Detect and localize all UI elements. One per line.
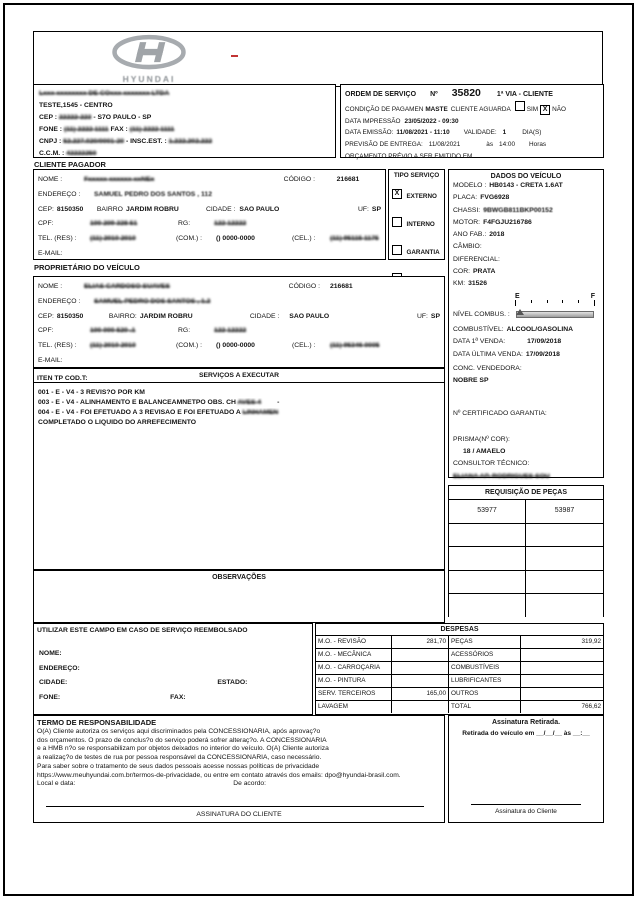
fuel-level-label: NÍVEL COMBUS. : — [453, 310, 510, 318]
year-value: 2018 — [489, 231, 505, 239]
order-title: ORDEM DE SERVIÇO — [345, 91, 417, 98]
externo-label: EXTERNO — [406, 193, 437, 200]
phone-com-label: (COM.) : — [176, 235, 203, 243]
hyundai-logo-mark — [110, 34, 188, 72]
hyundai-wordmark: HYUNDAI — [122, 74, 176, 84]
dealer-fax-label: FAX : — [110, 125, 128, 133]
service-line-4: COMPLETADO O LIQUIDO DO ARREFECIMENTO — [38, 419, 197, 426]
interno-label: INTERNO — [406, 221, 435, 228]
gauge-full-label: F — [590, 292, 595, 300]
cep-value: 8150350 — [56, 205, 84, 213]
dealer-fax-value: (11) 2222 1111 — [129, 125, 175, 133]
name-label: NOME : — [38, 176, 63, 183]
fuel-gauge-scale — [515, 293, 595, 306]
observations-box — [33, 570, 445, 623]
delivery-date: 11/08/2021 — [428, 141, 461, 149]
terms-line: e a HMB n?o se responsabilizam por objetos deixados no interior do veículo. O(A) Cliente autoriza — [37, 745, 329, 753]
phone-cel-label: (CEL.) : — [292, 235, 316, 243]
owner-name-label: NOME : — [38, 283, 63, 290]
district-label: BAIRRO — [96, 205, 123, 213]
gauge-empty-label: E — [515, 292, 520, 300]
interno-checkbox — [392, 217, 402, 227]
gearbox-label: CÂMBIO: — [453, 243, 482, 251]
requisition-cell — [526, 594, 603, 617]
logo-box — [33, 31, 603, 87]
selling-dealer-value: NOBRE SP — [453, 377, 489, 385]
owner-address-value: SAMUEL PEDRO DOS SANTOS , 1.2 — [94, 297, 211, 305]
expense-label: LUBRIFICANTES — [449, 675, 520, 687]
phone-cel-value: (11) 95115 1175 — [330, 235, 379, 243]
dealer-phone-line — [34, 124, 335, 136]
owner-city-value: SAO PAULO — [289, 312, 330, 320]
dealer-cep-value: 22222-223 — [58, 113, 92, 121]
expense-value — [392, 649, 448, 661]
color-value: PRATA — [473, 268, 496, 276]
responsibility-terms-title: TERMO DE RESPONSABILIDADE — [37, 718, 157, 727]
expense-label: COMBUSTÍVEIS — [449, 662, 520, 674]
rg-value: 122 12222 — [214, 220, 247, 228]
requisition-cell: 53977 — [449, 500, 525, 523]
terms-line: dos orçamentos. O prazo de conclus?o do serviço poderá sofrer alteraç?o. A CONCESSIONÁRIA — [37, 736, 327, 744]
expense-value: 766,62 — [521, 701, 603, 713]
expense-value: 319,92 — [521, 636, 603, 648]
expense-label: ACESSÓRIOS — [449, 649, 520, 661]
owner-district-label: BAIRRO: — [108, 312, 137, 320]
delivery-forecast-label: PREVISÃO DE ENTREGA: — [345, 141, 423, 149]
city-label: CIDADE : — [205, 205, 236, 213]
pickup-signature-line — [471, 804, 581, 805]
dealer-address: TESTE,1545 - CENTRO — [39, 101, 113, 109]
address-value: SAMUEL PEDRO DOS SANTOS , 112 — [94, 190, 212, 198]
km-value: 31526 — [468, 280, 487, 288]
last-sale-value: 17/09/2018 — [525, 350, 560, 358]
plate-label: PLACA: — [453, 194, 478, 202]
owner-city-label: CIDADE : — [249, 312, 280, 320]
dealer-ccm-line — [34, 148, 335, 160]
color-label: COR: — [453, 268, 470, 276]
expense-label: M.O. - CARROÇARIA — [316, 662, 391, 674]
requisition-cell — [449, 524, 525, 547]
previous-quote-line: ORÇAMENTO PRÉVIO A SER EMITIDO EM — [345, 152, 473, 160]
pickup-signature-label: Assinatura do Cliente — [495, 808, 557, 815]
tech-consultant-label: CONSULTOR TÉCNICO: — [453, 460, 530, 468]
print-date-value: 23/05/2022 - 09:30 — [404, 117, 459, 125]
expense-value — [392, 675, 448, 687]
hyundai-logo — [104, 34, 194, 84]
warranty-cert-label: Nº CERTIFICADO GARANTIA: — [453, 410, 547, 418]
owner-rg-label: RG: — [178, 327, 191, 335]
prisma-value: 18 / AMAELO — [463, 448, 506, 456]
expense-label: LAVAGEM — [316, 701, 391, 713]
service-type-title: TIPO SERVIÇO — [393, 172, 440, 179]
engine-label: MOTOR: — [453, 218, 481, 226]
dealer-cnpj-line — [34, 136, 335, 148]
requisition-cell — [449, 547, 525, 570]
expense-value: 281,70 — [392, 636, 448, 648]
service-line-2-redacted: AVES 4 — [237, 399, 262, 406]
requisition-cell — [526, 524, 603, 547]
requisition-cell — [449, 571, 525, 594]
model-value: HB0143 - CRETA 1.6AT — [489, 182, 563, 189]
code-label: CÓDIGO : — [283, 176, 315, 183]
owner-email-label: E-MAIL: — [38, 356, 63, 364]
service-line-2 — [34, 398, 444, 408]
km-label: KM: — [453, 280, 466, 288]
reimbursement-city-label: CIDADE: — [39, 679, 68, 686]
service-type-box — [388, 169, 445, 260]
service-line-2-text: 003 - E - V4 - ALINHAMENTO E BALANCEAMNETPO OBS. CH — [38, 399, 236, 406]
reimbursement-box — [33, 623, 313, 715]
waiting-yes-label: SIM — [526, 106, 539, 113]
owner-phone-com-value: () 0000-0000 — [216, 342, 255, 350]
agreement-label: De acordo: — [233, 780, 267, 788]
requisition-cell — [526, 571, 603, 594]
garantia-checkbox — [392, 245, 402, 255]
payer-client-box — [33, 169, 386, 260]
dealer-info-box — [33, 84, 336, 158]
city-value: SAO PAULO — [239, 205, 280, 213]
owner-phone-res-value: (11) 2010 2010 — [90, 342, 136, 350]
chassis-label: CHASSI: — [453, 206, 481, 214]
name-value: Fxxxxx xxxxxx xxNEx — [84, 176, 155, 183]
parts-requisition-grid — [449, 499, 603, 617]
reimbursement-phone-label: FONE: — [39, 694, 61, 701]
owner-cpf-label: CPF: — [38, 327, 54, 335]
requisition-cell — [449, 594, 525, 617]
reimbursement-phone-line — [39, 694, 312, 701]
reimbursement-state-label: ESTADO: — [217, 679, 248, 686]
dealer-fone-label: FONE : — [39, 125, 63, 133]
owner-uf-label: UF: — [416, 312, 428, 320]
uf-value: SP — [371, 205, 381, 213]
payment-condition-label: CONDIÇÃO DE PAGAMEN — [345, 106, 424, 113]
plate-value: FVG6928 — [480, 194, 510, 202]
expense-value — [521, 662, 603, 674]
expense-value: 165,00 — [392, 688, 448, 700]
print-date-label: DATA IMPRESSÃO — [345, 117, 401, 125]
dealer-cep-label: CEP : — [39, 113, 58, 121]
issue-date-value: 11/08/2021 - 11:10 — [396, 129, 450, 137]
reimbursement-address-label: ENDEREÇO: — [39, 665, 80, 672]
owner-phone-cel-value: (11) 95346 0005 — [330, 342, 380, 350]
owner-cpf-value: 100 000 520 .1 — [90, 327, 136, 335]
client-waiting-label: CLIENTE AGUARDA — [450, 106, 511, 113]
owner-code-label: CÓDIGO : — [288, 283, 320, 290]
order-info-box — [340, 84, 604, 158]
fuel-level-gauge — [516, 311, 594, 318]
service-line-3 — [34, 408, 444, 418]
client-signature-label: ASSINATURA DO CLIENTE — [196, 811, 282, 818]
expense-label: OUTROS — [449, 688, 520, 700]
vehicle-data-title: DADOS DO VEÍCULO — [490, 173, 562, 180]
expense-value — [392, 701, 448, 713]
services-box — [33, 368, 445, 570]
expense-label: SERV. TERCEIROS — [316, 688, 391, 700]
payer-client-title: CLIENTE PAGADOR — [34, 160, 106, 169]
issue-date-label: DATA EMISSÃO: — [345, 129, 394, 137]
requisition-cell — [526, 547, 603, 570]
parts-requisition-title: REQUISIÇÃO DE PEÇAS — [484, 489, 568, 496]
pickup-signature-box — [448, 715, 604, 823]
fuel-value: ALCOOL/GASOLINA — [506, 325, 574, 333]
dealer-cnpj-value: 52.227.020/0001-20 — [63, 137, 125, 145]
order-via: 1ª VIA - CLIENTE — [496, 91, 553, 98]
owner-cep-label: CEP: — [38, 312, 54, 320]
responsibility-terms-box — [33, 715, 445, 823]
dealer-city: - S7O PAULO - SP — [93, 113, 152, 121]
chassis-value: 9BWGB811BKP00152 — [483, 206, 553, 214]
at-label: às — [486, 141, 494, 149]
terms-line: Para saber sobre o tratamento de seus dados pessoais acesse nossas políticas de privacidade — [37, 762, 320, 770]
service-line-3-text: 004 - E - V4 - FOI EFETUADO A 3 REVISAO E FOI EFETUADO A — [38, 409, 241, 416]
selling-dealer-label: CONC. VENDEDORA: — [453, 364, 522, 372]
expense-label: M.O. - REVISÃO — [316, 636, 391, 648]
expenses-title: DESPESAS — [440, 626, 479, 633]
code-value: 216681 — [336, 176, 360, 183]
phone-res-label: TEL. (RES) : — [38, 235, 77, 243]
reimbursement-name-label: NOME: — [39, 650, 62, 657]
service-line-1: 001 - E - V4 - 3 REVIS?O POR KM — [38, 389, 145, 396]
expense-label: M.O. - PINTURA — [316, 675, 391, 687]
engine-value: F4FGJU216786 — [483, 218, 532, 226]
expenses-grid — [316, 635, 603, 713]
owner-uf-value: SP — [430, 312, 440, 320]
terms-line: O(A) Cliente autoriza os serviços aqui discriminados pela CONCESSIONÁRIA, após aprovaç?o — [37, 728, 321, 735]
phone-com-value: () 0000-0000 — [216, 235, 255, 243]
delivery-time: 14:00 — [499, 141, 516, 149]
year-label: ANO FAB.: — [453, 231, 487, 239]
reimbursement-title: UTILIZAR ESTE CAMPO EM CASO DE SERVIÇO REEMBOLSADO — [37, 627, 248, 634]
service-type-externo — [392, 185, 444, 203]
expenses-box — [315, 623, 604, 715]
requisition-cell: 53987 — [526, 500, 603, 523]
client-signature-line — [46, 806, 424, 807]
parts-requisition-box — [448, 485, 604, 617]
service-line-2-tail: - — [277, 399, 280, 406]
dealer-ccm-value: 42222250 — [66, 149, 97, 157]
vehicle-data-box — [448, 169, 604, 478]
dealer-insc-value: 1.222.202.222 — [168, 137, 213, 145]
differential-label: DIFERENCIAL: — [453, 255, 500, 263]
expense-value — [521, 688, 603, 700]
hours-label: Horas — [529, 141, 547, 149]
first-sale-label: DATA 1ª VENDA: — [453, 338, 506, 346]
owner-phone-com-label: (COM.) : — [176, 342, 203, 350]
dealer-fone-value: (11) 2222 1111 — [63, 125, 109, 133]
gauge-ticks — [515, 300, 595, 306]
service-type-garantia — [392, 241, 444, 259]
last-sale-label: DATA ÚLTIMA VENDA: — [453, 350, 523, 358]
expense-value — [392, 662, 448, 674]
owner-name-value: ELIAS CARDOSO SUAVES — [84, 283, 170, 290]
owner-phone-cel-label: (CEL.) : — [292, 342, 316, 350]
payment-condition-value: MASTE — [425, 106, 448, 113]
model-label: MODELO : — [453, 182, 487, 189]
validity-label: VALIDADE: — [463, 129, 497, 137]
service-type-interno — [392, 213, 444, 231]
waiting-no-checkbox: X — [540, 105, 550, 115]
owner-phone-res-label: TEL. (RES) : — [38, 342, 77, 350]
days-label: DIA(S) — [522, 129, 542, 137]
cpf-label: CPF: — [38, 220, 54, 228]
order-number: 35820 — [451, 87, 481, 99]
address-label: ENDEREÇO : — [38, 190, 81, 198]
red-mark — [231, 55, 238, 57]
order-number-label: Nº — [430, 91, 438, 98]
first-sale-value: 17/09/2018 — [527, 338, 562, 346]
validity-value: 1 — [502, 129, 507, 137]
vehicle-owner-title: PROPRIETÁRIO DO VEÍCULO — [34, 263, 140, 272]
expense-label: M.O. - MECÂNICA — [316, 649, 391, 661]
services-header-left: ITEN TP COD.T: — [37, 375, 88, 382]
terms-line: https://www.meuhyundai.com.br/termos-de-privacidade, ou entre em contato através dos emails: dpo@hyundai-brasil.com. — [37, 771, 401, 779]
fuel-label: COMBUSTÍVEL: — [453, 325, 504, 333]
dealer-insc-label: - INSC.EST. : — [125, 137, 167, 145]
email-label: E-MAIL: — [38, 249, 63, 257]
local-date-line — [34, 780, 444, 789]
waiting-yes-checkbox — [515, 101, 525, 111]
pickup-signature-title: Assinatura Retirada. — [491, 719, 561, 726]
dealer-cnpj-label: CNPJ : — [39, 137, 62, 145]
expense-label: TOTAL — [449, 701, 520, 713]
dealer-ccm-label: C.C.M. : — [39, 149, 65, 157]
phone-res-value: (11) 2010 2010 — [90, 235, 136, 243]
payment-condition-line — [341, 101, 603, 116]
owner-code-value: 216681 — [330, 283, 353, 290]
observations-title: OBSERVAÇÕES — [212, 574, 266, 581]
dealer-name: Lxxx xxxxxxxx DE COxxx xxxxxxx LTDA — [39, 90, 170, 97]
district-value: JARDIM ROBRU — [125, 205, 179, 213]
owner-address-label: ENDEREÇO : — [38, 297, 81, 305]
cep-label: CEP: — [38, 205, 54, 213]
dealer-cep-line — [34, 112, 335, 124]
cpf-value: 100 209 328 51 — [90, 220, 138, 228]
owner-district-value: JARDIM ROBRU — [139, 312, 193, 320]
terms-line: a realizaç?o de testes de rua por pessoa responsável da CONCESSIONÁRIA, caso necessário. — [37, 754, 322, 762]
services-header — [34, 369, 444, 383]
owner-rg-value: 122 12222 — [214, 327, 247, 335]
expense-value — [521, 675, 603, 687]
waiting-no-label: NÃO — [552, 106, 566, 113]
vehicle-owner-box — [33, 276, 445, 368]
owner-cep-value: 8150350 — [56, 312, 84, 320]
prisma-label: PRISMA(Nº COR): — [453, 435, 510, 443]
pickup-date-line: Retirada do veículo em __/__/__ às __:__ — [462, 730, 590, 737]
garantia-label: GARANTIA — [406, 249, 440, 256]
service-line-3-redacted: LINHAMEN — [242, 409, 279, 416]
externo-checkbox: X — [392, 189, 402, 199]
reimbursement-fax-label: FAX: — [170, 694, 186, 701]
tech-consultant-value: ELIANA AP. RODRIGUES SOU — [453, 472, 550, 480]
rg-label: RG: — [178, 220, 191, 228]
uf-label: UF: — [357, 205, 369, 213]
services-header-right: SERVIÇOS A EXECUTAR — [198, 372, 280, 379]
local-date-label: Local e data: — [37, 780, 76, 788]
reimbursement-city-line — [39, 679, 312, 686]
expense-value — [521, 649, 603, 661]
expense-label: PEÇAS — [449, 636, 520, 648]
